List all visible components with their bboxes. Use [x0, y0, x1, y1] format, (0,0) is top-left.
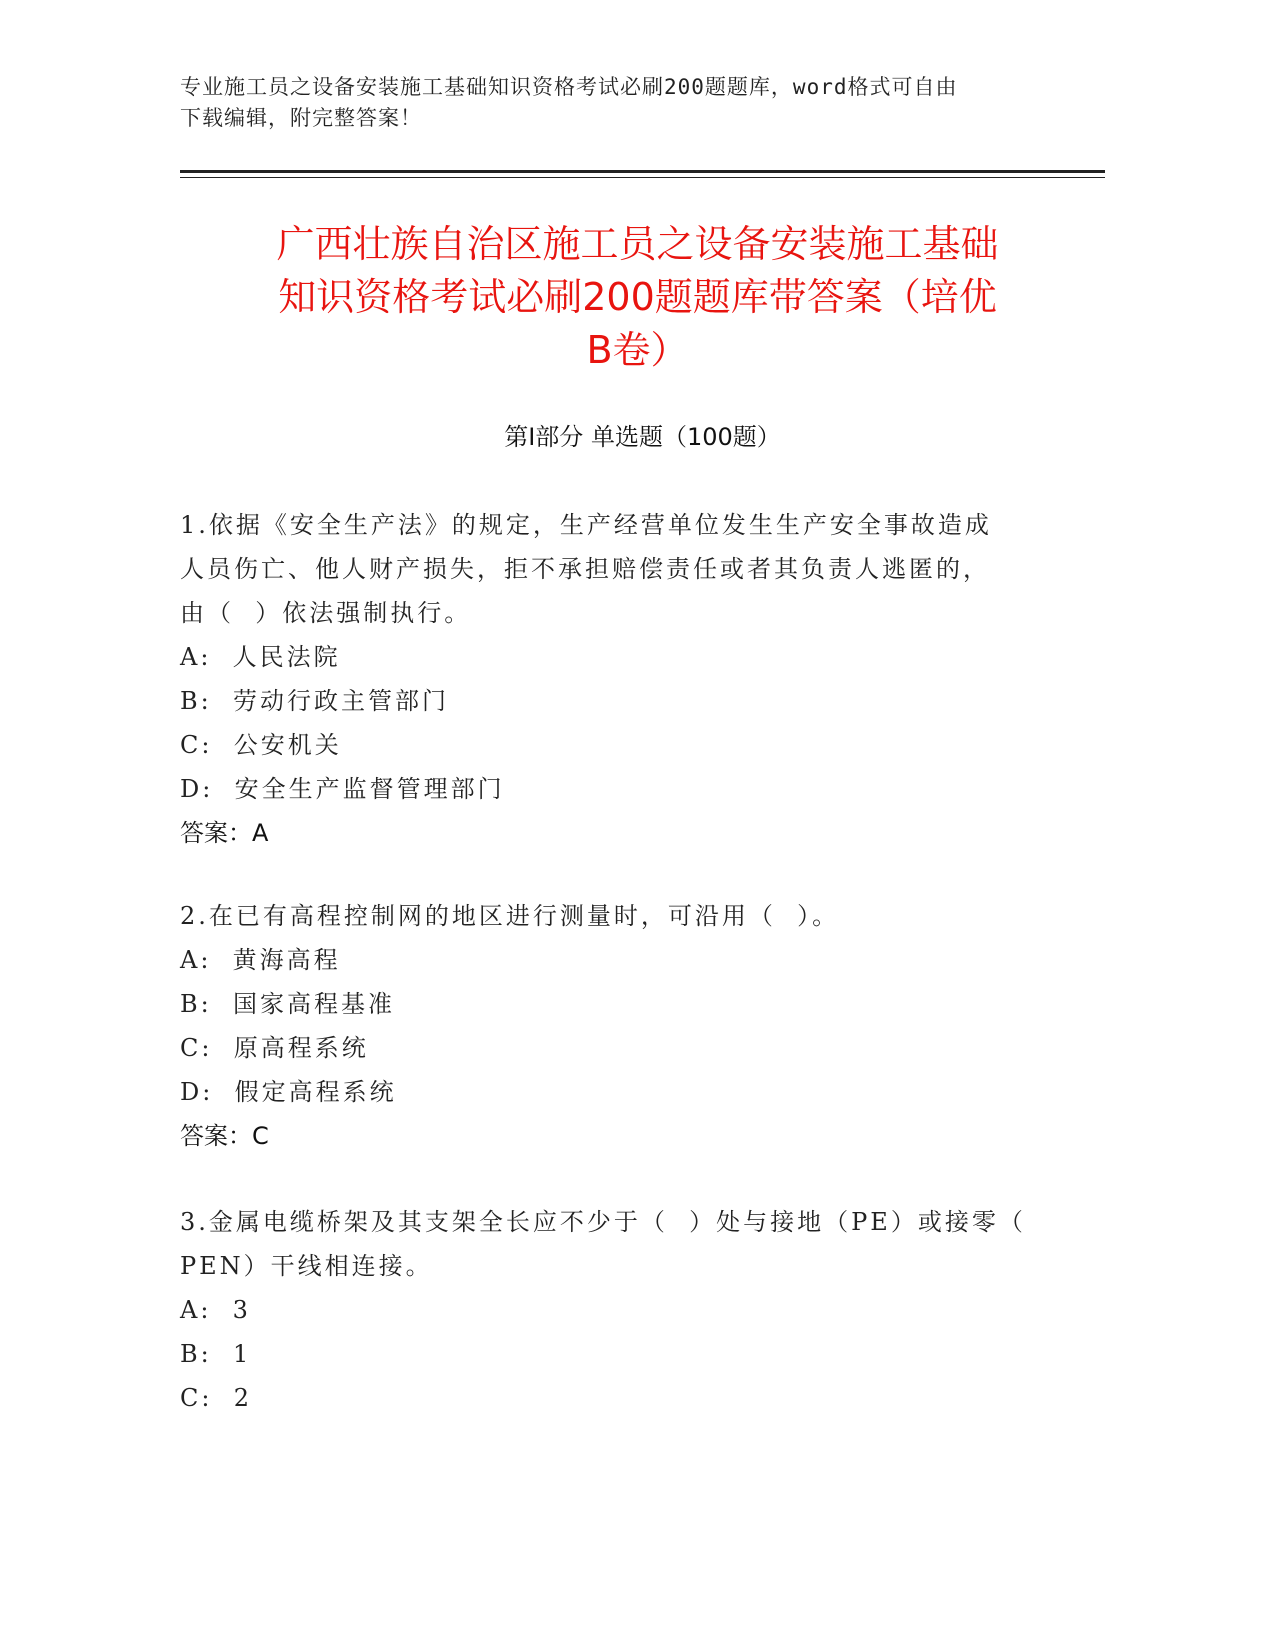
- header-divider-thin: [180, 177, 1105, 178]
- question-text: 2.在已有高程控制网的地区进行测量时，可沿用（ ）。: [180, 902, 840, 930]
- question-text: 1.依据《安全生产法》的规定，生产经营单位发生生产安全事故造成 人员伤亡、他人财产损失，拒不承担赔偿责任或者其负责人逃匿的， 由（ ）依法强制执行。: [180, 511, 992, 627]
- option-d: D: 安全生产监督管理部门: [180, 775, 505, 803]
- document-title-line-2: 知识资格考试必刷200题题库带答案（培优: [278, 275, 997, 319]
- section-heading: 第Ⅰ部分 单选题（100题）: [504, 423, 781, 451]
- option-c: C: 原高程系统: [180, 1034, 369, 1062]
- question-2: [180, 894, 1040, 1158]
- option-b: B: 国家高程基准: [180, 990, 395, 1018]
- document-title: [160, 218, 1115, 377]
- option-c: C: 公安机关: [180, 731, 342, 759]
- option-a: A: 人民法院: [180, 643, 341, 671]
- header-divider-thick: [180, 170, 1105, 173]
- option-a: A: 黄海高程: [180, 946, 341, 974]
- header-note: 专业施工员之设备安装施工基础知识资格考试必刷200题题库，word格式可自由 下载编辑，附完整答案！: [180, 75, 958, 130]
- option-d: D: 假定高程系统: [180, 1078, 397, 1106]
- document-title-line-1: 广西壮族自治区施工员之设备安装施工基础: [276, 222, 999, 266]
- question-1: [180, 503, 1040, 855]
- document-title-line-3: B卷）: [586, 328, 689, 372]
- option-b: B: 1: [180, 1340, 252, 1368]
- answer: 答案：A: [180, 819, 269, 847]
- answer: 答案：C: [180, 1122, 269, 1150]
- question-3: [180, 1200, 1040, 1420]
- option-b: B: 劳动行政主管部门: [180, 687, 449, 715]
- question-text: 3.金属电缆桥架及其支架全长应不少于（ ）处与接地（PE）或接零（ PEN）干线相连接。: [180, 1208, 1026, 1280]
- option-a: A: 3: [180, 1296, 251, 1324]
- option-c: C: 2: [180, 1384, 252, 1412]
